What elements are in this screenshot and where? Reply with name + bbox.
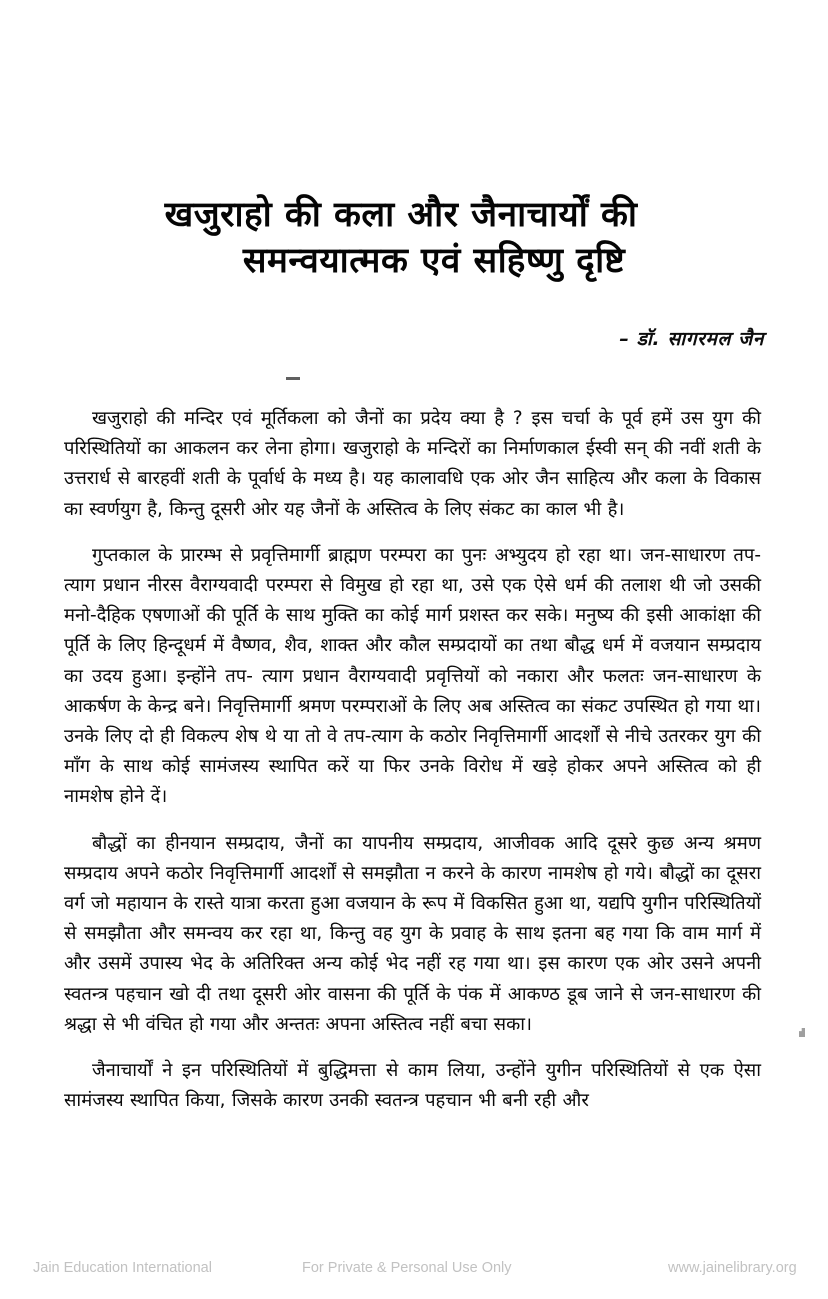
footer-organization: Jain Education International: [33, 1260, 212, 1276]
scan-artifact-speck: [799, 1028, 805, 1037]
paragraph: खजुराहो की मन्दिर एवं मूर्तिकला को जैनों का प्रदेय क्या है ? इस चर्चा के पूर्व हमें उस युग की परिस्थितियों का आकलन कर लेना होगा। खजुराहो के मन्दिरों का निर्माणकाल ईस्वी सन् की नवीं शती के उत्तरार्ध से बारहवीं शती के पूर्वार्ध के मध्य है। यह कालावधि एक ओर जैन साहित्य और कला के विकास का स्वर्णयुग है, किन्तु दूसरी ओर यह जैनों के अस्तित्व के लिए संकट का काल भी है।: [64, 408, 761, 520]
title-line-2: समन्वयात्मक एवं सहिष्णु दृष्टि: [242, 241, 626, 281]
footer-usage-notice: For Private & Personal Use Only: [302, 1260, 512, 1276]
paragraph: गुप्तकाल के प्रारम्भ से प्रवृत्तिमार्गी ब्राह्मण परम्परा का पुनः अभ्युदय हो रहा था। जन-साधारण तप-त्याग प्रधान नीरस वैराग्यवादी परम्परा से विमुख हो रहा था, उसे एक ऐसे धर्म की तलाश थी जो उसकी मनो-दैहिक एषणाओं की पूर्ति के साथ मुक्ति का कोई मार्ग प्रशस्त कर सके। मनुष्य की इसी आकांक्षा की पूर्ति के लिए हिन्दूधर्म में वैष्णव, शैव, शाक्त और कौल सम्प्रदायों का तथा बौद्ध धर्म में वजयान सम्प्रदाय का उदय हुआ। इन्होंने तप- त्याग प्रधान वैराग्यवादी प्रवृत्तियों को नकारा और फलतः जन-साधारण के आकर्षण के केन्द्र बने। निवृत्तिमार्गी श्रमण परम्पराओं के लिए अब अस्तित्व का संकट उपस्थित हो गया था। उनके लिए दो ही विकल्प शेष थे या तो वे तप-त्याग के कठोर निवृत्तिमार्गी आदर्शों से नीचे उतरकर युग की माँग के साथ कोई सामंजस्य स्थापित करें या फिर उनके विरोध में खड़े होकर अपने अस्तित्व को ही नामशेष होने दें।: [64, 544, 761, 808]
author-byline: – डॉ. सागरमल जैन: [619, 328, 764, 350]
title-line-1: खजुराहो की कला और जैनाचार्यों की: [164, 195, 638, 235]
article-body: [64, 404, 761, 1116]
scan-artifact-dash: [286, 377, 300, 380]
page-footer: [0, 1258, 828, 1284]
footer-website-url[interactable]: www.jainelibrary.org: [668, 1260, 797, 1276]
page-title: [64, 192, 764, 284]
paragraph: जैनाचार्यों ने इन परिस्थितियों में बुद्धिमत्ता से काम लिया, उन्होंने युगीन परिस्थितियों से एक ऐसा सामंजस्य स्थापित किया, जिसके कारण उनकी स्वतन्त्र पहचान भी बनी रही और: [64, 1060, 761, 1112]
paragraph: बौद्धों का हीनयान सम्प्रदाय, जैनों का यापनीय सम्प्रदाय, आजीवक आदि दूसरे कुछ अन्य श्रमण सम्प्रदाय अपने कठोर निवृत्तिमार्गी आदर्शों से समझौता न करने के कारण नामशेष हो गये। बौद्धों का दूसरा वर्ग जो महायान के रास्ते यात्रा करता हुआ वजयान के रूप में विकसित हुआ था, यद्यपि युगीन परिस्थितियों से समझौता और समन्वय कर रहा था, किन्तु वह युग के प्रवाह के साथ इतना बह गया कि वाम मार्ग में और उसमें उपास्य भेद के अतिरिक्त अन्य कोई भेद नहीं रह गया था। इस कारण एक ओर उसने अपनी स्वतन्त्र पहचान खो दी तथा दूसरी ओर वासना की पूर्ति के पंक में आकण्ठ डूब जाने से जन-साधारण की श्रद्धा से भी वंचित हो गया और अन्ततः अपना अस्तित्व नहीं बचा सका।: [64, 832, 762, 1035]
